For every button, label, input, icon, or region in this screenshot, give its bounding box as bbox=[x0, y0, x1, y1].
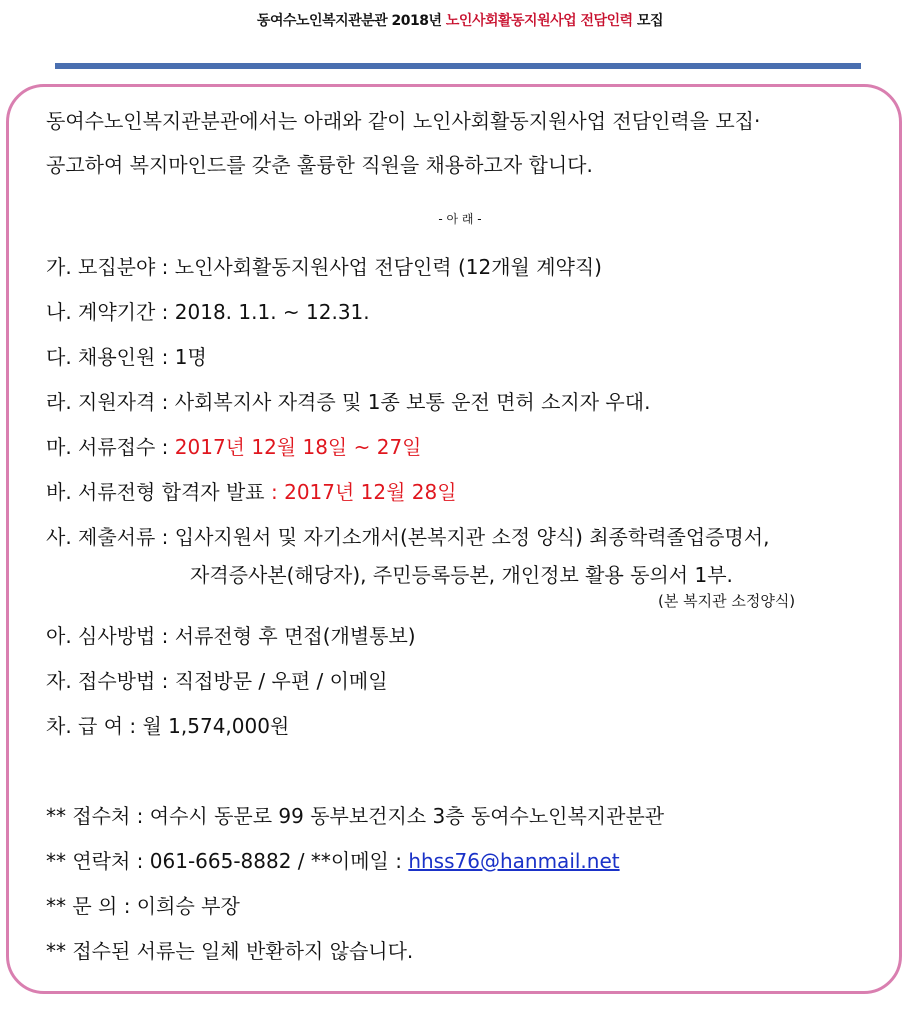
title-underline bbox=[55, 63, 861, 69]
item-announcement-date: : 2017년 12월 28일 bbox=[264, 480, 457, 504]
title-highlight: 노인사회활동지원사업 전담인력 bbox=[445, 13, 633, 29]
item-document-receipt-label: 마. 서류접수 : bbox=[46, 435, 175, 459]
note-no-return: ** 접수된 서류는 일체 반환하지 않습니다. bbox=[46, 939, 414, 963]
item-screening-method: 아. 심사방법 : 서류전형 후 면접(개별통보) bbox=[46, 624, 416, 648]
item-headcount: 다. 채용인원 : 1명 bbox=[46, 345, 207, 369]
item-qualification: 라. 지원자격 : 사회복지사 자격증 및 1종 보통 운전 면허 소지자 우대. bbox=[46, 390, 651, 414]
title-prefix: 동여수노인복지관분관 2018년 bbox=[256, 13, 446, 29]
item-document-receipt bbox=[46, 434, 422, 460]
page-title bbox=[0, 10, 920, 30]
note-inquiry: ** 문 의 : 이희승 부장 bbox=[46, 894, 240, 918]
item-documents-line-1: 사. 제출서류 : 입사지원서 및 자기소개서(본복지관 소정 양식) 최종학력졸업증명서, bbox=[46, 525, 770, 549]
email-link[interactable]: hhss76@hanmail.net bbox=[408, 849, 620, 873]
item-documents-line-2: 자격증사본(해당자), 주민등록등본, 개인정보 활용 동의서 1부. bbox=[190, 563, 733, 587]
note-contact-text: ** 연락처 : 061-665-8882 / **이메일 : bbox=[46, 849, 409, 873]
item-application-method: 자. 접수방법 : 직접방문 / 우편 / 이메일 bbox=[46, 669, 388, 693]
note-contact bbox=[46, 848, 620, 874]
note-reception-place: ** 접수처 : 여수시 동문로 99 동부보건지소 3층 동여수노인복지관분관 bbox=[46, 804, 665, 828]
title-suffix: 모집 bbox=[632, 13, 664, 29]
item-salary: 차. 급 여 : 월 1,574,000원 bbox=[46, 714, 290, 738]
item-announcement-label: 바. 서류전형 합격자 발표 bbox=[46, 480, 265, 504]
item-announcement bbox=[46, 479, 457, 505]
intro-line-1: 동여수노인복지관분관에서는 아래와 같이 노인사회활동지원사업 전담인력을 모집· bbox=[46, 109, 761, 133]
section-heading: - 아 래 - bbox=[438, 212, 482, 226]
item-documents-note: (본 복지관 소정양식) bbox=[658, 592, 796, 610]
item-document-receipt-dates: 2017년 12월 18일 ~ 27일 bbox=[174, 435, 422, 459]
item-contract-period: 나. 계약기간 : 2018. 1.1. ~ 12.31. bbox=[46, 300, 370, 324]
item-recruit-field: 가. 모집분야 : 노인사회활동지원사업 전담인력 (12개월 계약직) bbox=[46, 255, 602, 279]
intro-line-2: 공고하여 복지마인드를 갖춘 훌륭한 직원을 채용하고자 합니다. bbox=[46, 153, 593, 177]
